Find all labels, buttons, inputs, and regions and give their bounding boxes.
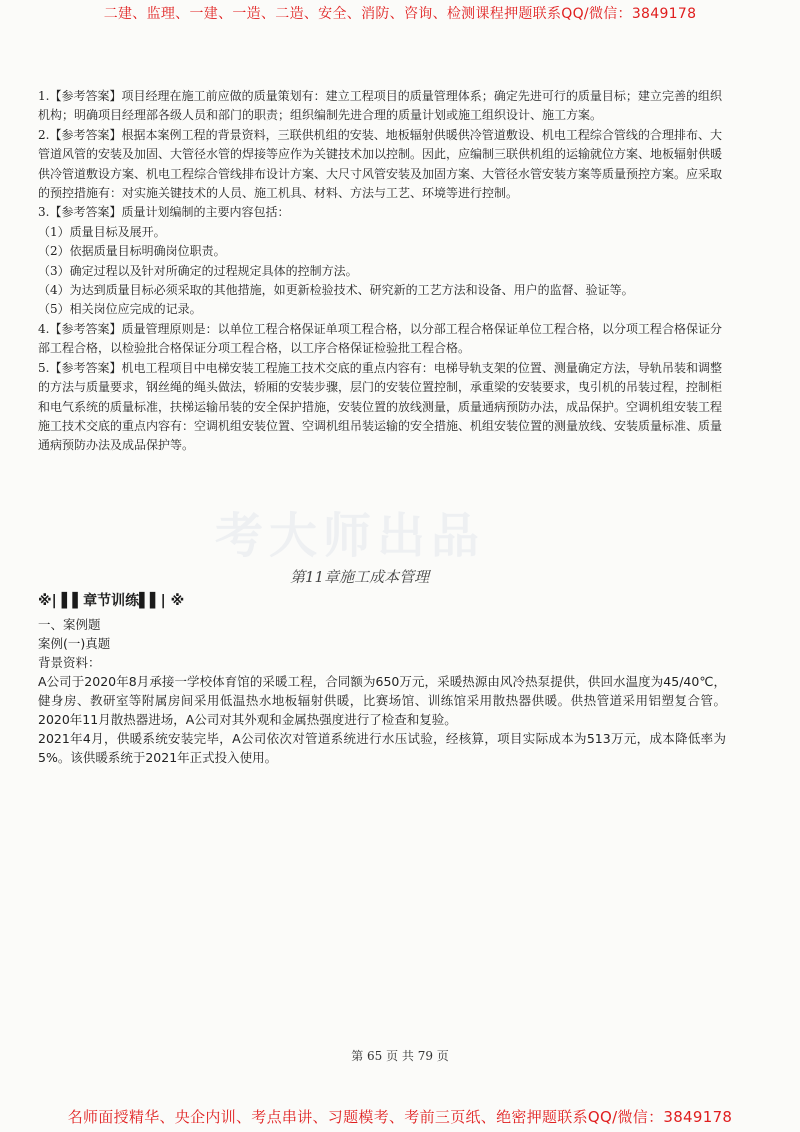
chapter-title: 第11章施工成本管理 (290, 568, 430, 586)
case-paragraph-1: A公司于2020年8月承接一学校体育馆的采暖工程，合同额为650万元，采暖热源由风冷热泵提供，供回水温度为45/40℃，健身房、教研室等附属房间采用低温热水地板辐射供暖，比赛场馆、训练馆采用散热器供暖。供热管道采用铝塑复合管。2020年11月散热器进场，A公司对其外观和金属热强度进行了检查和复验。 (38, 674, 726, 727)
background-label: 背景资料： (38, 655, 101, 670)
answer-3: 3.【参考答案】质量计划编制的主要内容包括： (38, 205, 290, 220)
answer-3-item-3: （3）确定过程以及针对所确定的过程规定具体的控制方法。 (38, 263, 358, 278)
case-paragraph-2: 2021年4月，供暖系统安装完毕，A公司依次对管道系统进行水压试验，经核算，项目实际成本为513万元，成本降低率为5%。该供暖系统于2021年正式投入使用。 (38, 731, 726, 765)
answer-3-item-5: （5）相关岗位应完成的记录。 (38, 302, 202, 317)
answer-3-item-4: （4）为达到质量目标必须采取的其他措施，如更新检验技术、研究新的工艺方法和设备、用户的监督、验证等。 (38, 283, 634, 298)
answer-section (38, 87, 722, 456)
top-promo-banner: 二建、监理、一建、一造、二造、安全、消防、咨询、检测课程押题联系QQ/微信：3849178 (103, 6, 697, 22)
answer-3-item-2: （2）依据质量目标明确岗位职责。 (38, 244, 226, 259)
watermark: 考大师出品 (215, 508, 486, 564)
answer-3-item-1: （1）质量目标及展开。 (38, 224, 166, 239)
chapter-drill-header: ※| ▌▌章节训练▌▌| ※ (38, 593, 185, 609)
answer-5: 5.【参考答案】机电工程项目中电梯安装工程施工技术交底的重点内容有：电梯导轨支架的位置、测量确定方法，导轨吊装和调整的方法与质量要求，钢丝绳的绳头做法，轿厢的安装步骤，层门的安装位置控制，承重梁的安装要求，曳引机的吊装过程，控制柜和电气系统的质量标准，扶梯运输吊装的安全保护措施，安装位置的放线测量，质量通病预防办法，成品保护。空调机组安装工程施工技术交底的重点内容有：空调机组安装位置、空调机组吊装运输的安全措施、机组安装位置的测量放线、安装质量标准、质量通病预防办法及成品保护等。 (38, 360, 723, 453)
case-title: 案例(一)真题 (38, 636, 111, 651)
case-type-heading: 一、案例题 (38, 617, 101, 632)
answer-4: 4.【参考答案】质量管理原则是：以单位工程合格保证单项工程合格，以分部工程合格保证单位工程合格，以分项工程合格保证分部工程合格，以检验批合格保证分项工程合格，以工序合格保证检验批工程合格。 (38, 321, 722, 356)
case-section (38, 615, 726, 767)
page-number: 第 65 页 共 79 页 (351, 1049, 449, 1063)
bottom-promo-banner: 名师面授精华、央企内训、考点串讲、习题模考、考前三页纸、绝密押题联系QQ/微信：3849178 (67, 1108, 733, 1126)
answer-1: 1.【参考答案】项目经理在施工前应做的质量策划有：建立工程项目的质量管理体系；确定先进可行的质量目标；建立完善的组织机构；明确项目经理部各级人员和部门的职责；组织编制先进合理的质量计划或施工组织设计、施工方案。 (38, 89, 722, 123)
answer-2: 2.【参考答案】根据本案例工程的背景资料，三联供机组的安装、地板辐射供暖供冷管道敷设、机电工程综合管线的合理排布、大管道风管的安装及加固、大管径水管的焊接等应作为关键技术加以控制。因此，应编制三联供机组的运输就位方案、地板辐射供暖供冷管道敷设方案、机电工程综合管线排布设计方案、大尺寸风管安装及加固方案、大管径水管安装方案等质量预控方案。应采取的预控措施有：对实施关键技术的人员、施工机具、材料、方法与工艺、环境等进行控制。 (38, 127, 723, 201)
